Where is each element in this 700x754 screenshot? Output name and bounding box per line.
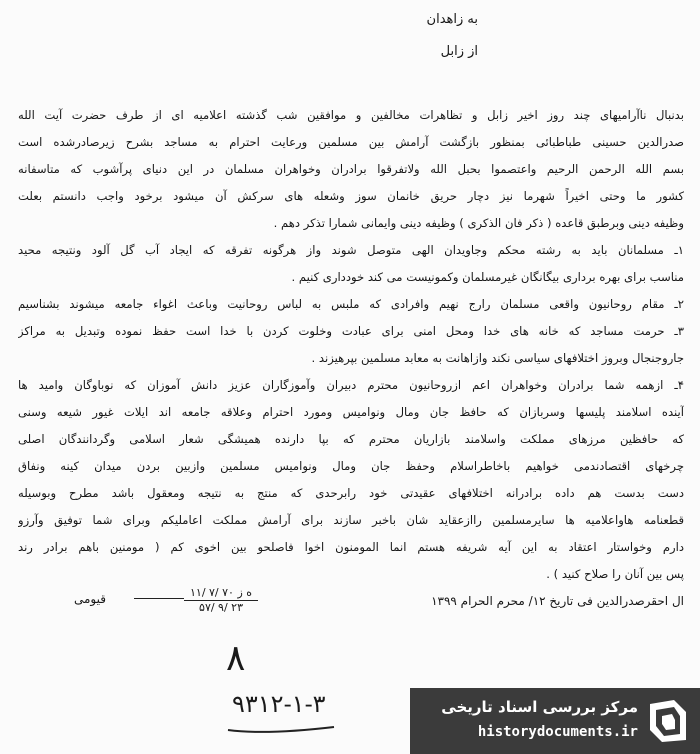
handwritten-underline	[226, 724, 336, 736]
reference-top: ۱۱/ ۷/ ۷۰ ه ز	[184, 586, 258, 601]
body-line: ۴ـ ازهمه شما برادران وخواهران اعم ازروحانیون محترم دبیران وآموزگاران عزیز دانش آموزان که نوباوگان وامید ها	[18, 378, 684, 392]
body-line: جاروجنجال وبروز اختلافهای سیاسی نکند وازاهانت به معابد مسلمین بپرهیزند .	[311, 351, 684, 365]
reference-bottom: ۵۷/ ۹/ ۲۳	[199, 601, 243, 614]
body-line: پس بین آنان را صلاح کنید ) .	[546, 567, 684, 581]
reference-number	[184, 586, 258, 615]
body-line: بدنبال ناآرامیهای چند روز اخیر زابل و تظاهرات مخالفین و موافقین شب گذشته اعلامیه ای از طرف حضرت آیت الله	[18, 108, 684, 122]
archive-logo-icon	[644, 696, 692, 746]
document-body	[18, 102, 684, 588]
date-line: ال احقرصدرالدین فی تاریخ ۱۲/ محرم الحرام ۱۳۹۹	[431, 594, 684, 608]
recipient-line: به زاهدان	[426, 12, 478, 27]
body-line: ۲ـ مقام روحانیون واقعی مسلمان رارج نهیم وافرادی که ملبس به لباس روحانیت وباعث اغواء جامعه میشوند بشناسیم	[18, 297, 684, 311]
signature-dash	[134, 598, 184, 599]
body-line: دست بدست هم داده برادرانه اختلافهای عقیدتی خود رابرحدی که منتج به نتیجه ومعقول باشد مطرح وبوسیله	[18, 486, 684, 500]
closing-block	[18, 586, 684, 624]
body-line: صدرالدین حسینی طباطبائی بمنظور بازگشت آرامش بین مسلمین ورعایت احترام به مساجد بشرح زیرصادرشده است	[18, 135, 684, 149]
watermark-title: مرکز بررسی اسناد تاریخی	[441, 698, 638, 716]
body-line: قطعنامه هاواعلامیه ها سایرمسلمین راازعقاید شان باخبر سازند برای آرامش مملکت اعاملیکم وبرای شما توفیق وآرزو	[18, 513, 684, 527]
body-line: مناسب برای بهره برداری بیگانگان غیرمسلمان وکمونیست می کند خودداری کنیم .	[291, 270, 684, 284]
body-line: ۱ـ مسلمانان باید به رشته محکم وجاویدان الهی متوصل شوند واز هرگونه تفرقه که ایجاد آب گل آلود ونتیجه محید	[18, 243, 684, 257]
body-line: بسم الله الرحمن الرحیم واعتصموا بحبل الله ولاتفرقوا برادران وخواهران مسلمان در این دنیای پرآشوب که متاسفانه	[18, 162, 684, 176]
body-line: چرخهای اقتصادندمی خواهیم باخاطراسلام وحفظ جان ومال ونوامیس مسلمین وازبین بردن میدان کینه ونفاق	[18, 459, 684, 473]
archive-watermark	[410, 688, 700, 754]
watermark-url: historydocuments.ir	[477, 724, 638, 740]
body-line: کشور ما وحتی اخیراً شهرما نیز دچار حریق خانمان سوز وشعله های سرکش آن میشود برخود واجب دانستم بعلت	[18, 189, 684, 203]
signature-name: قیومی	[74, 592, 106, 606]
body-line: که حافظین مرزهای مملکت واسلامند بازاریان محترم که بپا دارنده همیشگی شعار اسلامی وگردانندگان اصلی	[18, 432, 684, 446]
handwritten-number: ۹۳۱۲-۱-۳	[232, 690, 326, 718]
body-line: دارم وخواستار اعتقاد به این آیه شریفه هستم انما المومنون اخوا فاصلحو بین اخوی کم ( مومنین باهم برادر رند	[18, 540, 684, 554]
body-line: آینده اسلامند پلیسها وسربازان که حافظ جان ومال ونوامیس ومورد احترام وعلاقه جامعه اند ایلات غیور شیعه وسنی	[18, 405, 684, 419]
sender-line: از زابل	[440, 44, 478, 59]
body-line: ۳ـ حرمت مساجد که خانه های خدا ومحل امنی برای عبادت وخلوت کردن با خدا است حفظ نموده وتبدیل به مراکز	[18, 324, 684, 338]
signature-block	[74, 586, 304, 626]
handwritten-mark: ۸	[226, 638, 246, 679]
body-line: وظیفه دینی وبرطبق قاعده ( ذکر فان الذکری ) وظیفه دینی وایمانی شمارا تذکر دهم .	[273, 216, 684, 230]
